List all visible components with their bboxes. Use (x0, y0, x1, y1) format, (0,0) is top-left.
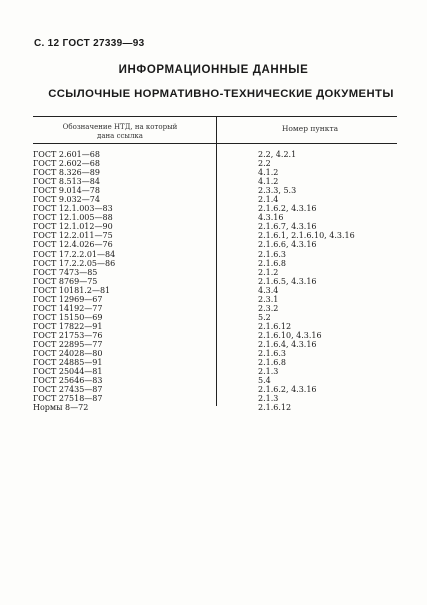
document-designation: ГОСТ 27435—87 (33, 385, 103, 395)
document-designation: ГОСТ 12.1.003—83 (33, 204, 113, 214)
references-table-body (0, 150, 427, 412)
section-title: ССЫЛОЧНЫЕ НОРМАТИВНО-ТЕХНИЧЕСКИЕ ДОКУМЕНТЫ (48, 88, 394, 100)
table-row (0, 313, 427, 322)
table-row (0, 358, 427, 367)
clause-number: 5.2 (258, 312, 271, 322)
table-row (0, 304, 427, 313)
table-row (0, 286, 427, 295)
clause-number: 2.1.3 (258, 367, 279, 377)
clause-number: 5.4 (258, 376, 271, 386)
table-row (0, 259, 427, 268)
page-header: С. 12 ГОСТ 27339—93 (34, 38, 145, 49)
clause-number: 2.1.3 (258, 394, 279, 404)
document-designation: ГОСТ 17.2.2.01—84 (33, 249, 116, 259)
table-row (0, 277, 427, 286)
document-title: ИНФОРМАЦИОННЫЕ ДАННЫЕ (118, 64, 309, 76)
document-designation: ГОСТ 17.2.2.05—86 (33, 258, 116, 268)
table-row (0, 150, 427, 159)
clause-number: 2.1.4 (258, 195, 279, 205)
document-designation: ГОСТ 14192—77 (33, 303, 103, 313)
table-row (0, 195, 427, 204)
document-designation: ГОСТ 9.014—78 (33, 186, 100, 196)
clause-number: 2.1.6.2, 4.3.16 (258, 385, 317, 395)
table-row (0, 268, 427, 277)
clause-number: 2.1.6.8 (258, 258, 286, 268)
document-designation: ГОСТ 12.4.026—76 (33, 240, 113, 250)
table-row (0, 186, 427, 195)
column-header-document: Обозначение НТД, на который дана ссылка (62, 123, 178, 140)
clause-number: 2.1.6.12 (258, 321, 292, 331)
clause-number: 2.1.6.1, 2.1.6.10, 4.3.16 (258, 231, 355, 241)
table-row (0, 240, 427, 249)
table-row (0, 331, 427, 340)
table-row (0, 177, 427, 186)
table-row (0, 159, 427, 168)
clause-number: 2.3.2 (258, 303, 279, 313)
table-row (0, 295, 427, 304)
table-row (0, 349, 427, 358)
document-designation: ГОСТ 12969—67 (33, 294, 103, 304)
table-row (0, 376, 427, 385)
document-designation: ГОСТ 17822—91 (33, 321, 103, 331)
document-designation: ГОСТ 24885—91 (33, 358, 103, 368)
document-designation: ГОСТ 10181.2—81 (33, 285, 111, 295)
clause-number: 2.1.6.3 (258, 349, 286, 359)
table-top-rule (33, 116, 397, 117)
clause-number: 2.2, 4.2.1 (258, 150, 297, 159)
clause-number: 2.1.6.12 (258, 403, 292, 413)
document-designation: ГОСТ 2.602—68 (33, 159, 100, 169)
clause-number: 2.1.6.2, 4.3.16 (258, 204, 317, 214)
document-designation: ГОСТ 8769—75 (33, 276, 98, 286)
clause-number: 2.1.6.4, 4.3.16 (258, 339, 317, 349)
table-row (0, 322, 427, 331)
table-header-rule (33, 143, 397, 144)
table-row (0, 250, 427, 259)
clause-number: 2.1.6.6, 4.3.16 (258, 240, 317, 250)
document-designation: ГОСТ 22895—77 (33, 339, 103, 349)
clause-number: 2.3.1 (258, 294, 279, 304)
document-designation: ГОСТ 2.601—68 (33, 150, 100, 159)
clause-number: 2.1.6.7, 4.3.16 (258, 222, 317, 232)
table-row (0, 213, 427, 222)
document-designation: ГОСТ 8.326—89 (33, 168, 100, 178)
document-designation: ГОСТ 7473—85 (33, 267, 98, 277)
clause-number: 2.1.6.10, 4.3.16 (258, 330, 322, 340)
table-row (0, 204, 427, 213)
clause-number: 4.3.16 (258, 213, 284, 223)
document-designation: ГОСТ 21753—76 (33, 330, 103, 340)
table-row (0, 403, 427, 412)
clause-number: 2.1.6.5, 4.3.16 (258, 276, 317, 286)
table-row (0, 340, 427, 349)
table-row (0, 168, 427, 177)
clause-number: 4.1.2 (258, 177, 279, 187)
clause-number: 2.1.6.3 (258, 249, 286, 259)
table-row (0, 222, 427, 231)
document-designation: ГОСТ 12.1.005—88 (33, 213, 113, 223)
table-row (0, 231, 427, 240)
clause-number: 4.1.2 (258, 168, 279, 178)
document-designation: ГОСТ 24028—80 (33, 349, 103, 359)
table-row (0, 385, 427, 394)
document-designation: ГОСТ 15150—69 (33, 312, 103, 322)
clause-number: 4.3.4 (258, 285, 279, 295)
document-designation: ГОСТ 25044—81 (33, 367, 103, 377)
table-row (0, 394, 427, 403)
clause-number: 2.3.3, 5.3 (258, 186, 297, 196)
clause-number: 2.1.2 (258, 267, 279, 277)
table-row (0, 367, 427, 376)
document-designation: ГОСТ 8.513—84 (33, 177, 100, 187)
clause-number: 2.2 (258, 159, 271, 169)
document-designation: ГОСТ 25646—83 (33, 376, 103, 386)
document-designation: Нормы 8—72 (33, 403, 89, 413)
document-designation: ГОСТ 27518—87 (33, 394, 103, 404)
clause-number: 2.1.6.8 (258, 358, 286, 368)
document-designation: ГОСТ 9.032—74 (33, 195, 100, 205)
document-designation: ГОСТ 12.2.011—75 (33, 231, 113, 241)
column-header-clause: Номер пункта (281, 124, 339, 133)
document-designation: ГОСТ 12.1.012—90 (33, 222, 113, 232)
